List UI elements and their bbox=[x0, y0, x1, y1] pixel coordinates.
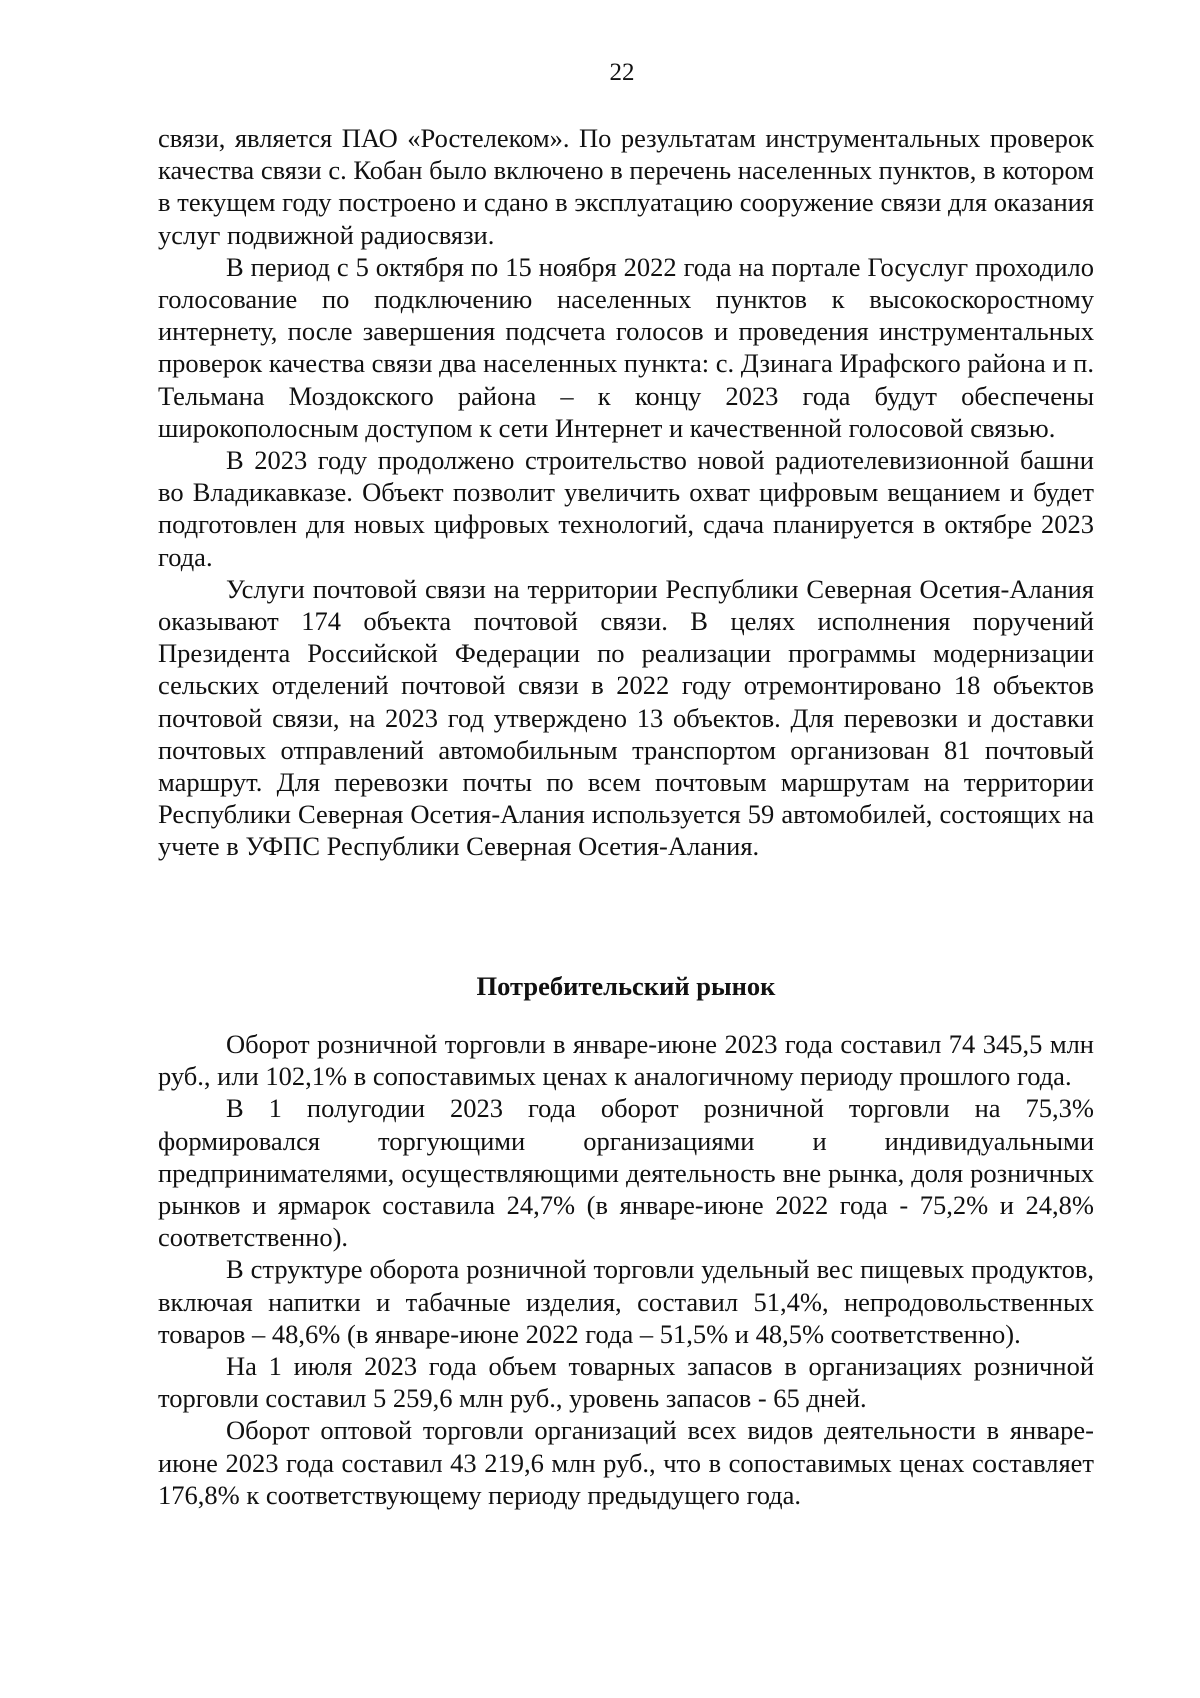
paragraph-continuation: связи, является ПАО «Ростелеком». По результатам инструментальных проверок качества связи с. Кобан было включено в перечень населенных пунктов, в котором в текущем году построено и сдано в эксплуатацию сооружение связи для оказания услуг подвижной радиосвязи. bbox=[158, 123, 1094, 250]
paragraph-retail-structure: В 1 полугодии 2023 года оборот розничной торговли на 75,3% формировался торгующими организациями и индивидуальными предпринимателями, осуществляющими деятельность вне рынка, доля розничных рынков и ярмарок составила 24,7% (в январе-июне 2022 года - 75,2% и 24,8% соответственно). bbox=[158, 1093, 1094, 1253]
paragraph-postal-services: Услуги почтовой связи на территории Республики Северная Осетия-Алания оказывают 174 объекта почтовой связи. В целях исполнения поручений Президента Российской Федерации по реализации программы модернизации сельских отделений почтовой связи в 2022 году отремонтировано 18 объектов почтовой связи, на 2023 год утверждено 13 объектов. Для перевозки и доставки почтовых отправлений автомобильным транспортом организован 81 почтовый маршрут. Для перевозки почты по всем почтовым маршрутам на территории Республики Северная Осетия-Алания используется 59 автомобилей, состоящих на учете в УФПС Республики Северная Осетия-Алания. bbox=[158, 573, 1094, 862]
paragraph-food-share: В структуре оборота розничной торговли удельный вес пищевых продуктов, включая напитки и табачные изделия, составил 51,4%, непродовольственных товаров – 48,6% (в январе-июне 2022 года – 51,5% и 48,5% соответственно). bbox=[158, 1254, 1094, 1349]
paragraph-wholesale: Оборот оптовой торговли организаций всех видов деятельности в январе-июне 2023 года составил 43 219,6 млн руб., что в сопоставимых ценах составляет 176,8% к соответствующему периоду предыдущего года. bbox=[158, 1415, 1094, 1510]
paragraph-retail-turnover: Оборот розничной торговли в январе-июне 2023 года составил 74 345,5 млн руб., или 102,1% в сопоставимых ценах к аналогичному периоду прошлого года. bbox=[158, 1029, 1094, 1092]
paragraph-gosuslugi-voting: В период с 5 октября по 15 ноября 2022 года на портале Госуслуг проходило голосование по подключению населенных пунктов к высокоскоростному интернету, после завершения подсчета голосов и проведения инструментальных проверок качества связи два населенных пункта: с. Дзинага Ирафского района и п. Тельмана Моздокского района – к концу 2023 года будут обеспечены широкополосным доступом к сети Интернет и качественной голосовой связью. bbox=[158, 251, 1094, 443]
text-block-consumer-market bbox=[158, 1028, 1094, 1511]
paragraph-tv-tower: В 2023 году продолжено строительство новой радиотелевизионной башни во Владикавказе. Объект позволит увеличить охват цифровым вещанием и будет подготовлен для новых цифровых технологий, сдача планируется в октябре 2023 года. bbox=[158, 445, 1094, 572]
section-heading: Потребительский рынок bbox=[476, 971, 776, 1001]
text-block-communications bbox=[158, 122, 1094, 863]
paragraph-inventory: На 1 июля 2023 года объем товарных запасов в организациях розничной торговли составил 5 259,6 млн руб., уровень запасов - 65 дней. bbox=[158, 1351, 1094, 1414]
page-number: 22 bbox=[609, 59, 635, 86]
